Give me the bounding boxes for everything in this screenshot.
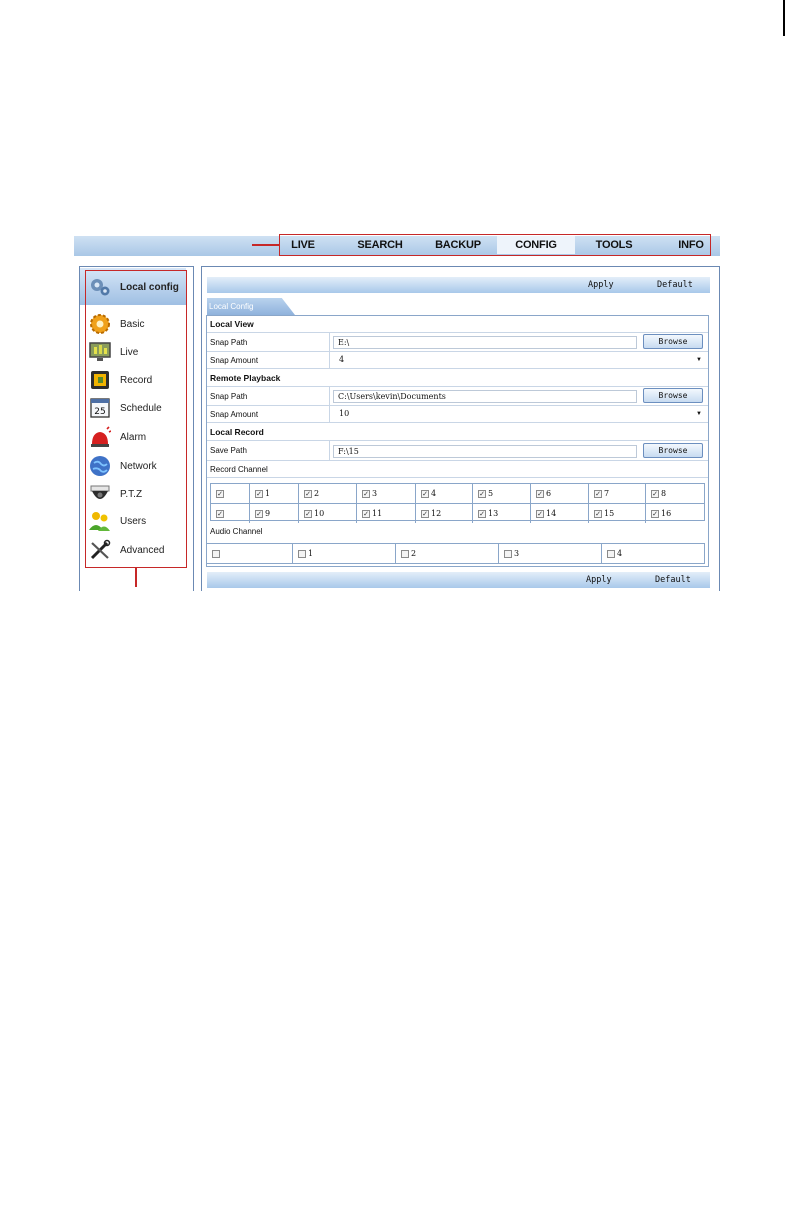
audio-channel-number: 3 (514, 549, 520, 558)
record-channel-checkbox[interactable]: ✓ (595, 509, 601, 518)
record-channel-number: 12 (431, 509, 442, 518)
local-browse-button[interactable]: Browse (643, 334, 703, 349)
record-channel-number: 11 (372, 509, 383, 518)
menu-live[interactable]: LIVE (291, 239, 315, 251)
audio-channel-cell (499, 544, 602, 563)
channel-row (211, 484, 704, 504)
audio-channel-label: Audio Channel (210, 527, 263, 536)
field-label: Snap Path (210, 338, 248, 347)
audio-channel-checkbox[interactable] (607, 550, 615, 558)
record-channel-number: 15 (604, 509, 615, 518)
local-snap-path-field[interactable]: E:\ (333, 336, 637, 349)
audio-channel-cell (602, 544, 704, 563)
menu-backup[interactable]: BACKUP (435, 239, 481, 251)
section-local-record: Local Record (207, 424, 708, 441)
record-channel-cell (531, 484, 589, 503)
sidebar-item-label: Local config (120, 281, 179, 293)
sidebar-item-label: Record (120, 374, 153, 386)
record-channel-cell (357, 484, 416, 503)
record-channel-cell (589, 504, 646, 523)
record-channel-checkbox[interactable]: ✓ (305, 509, 311, 518)
audio-channel-checkbox[interactable] (401, 550, 409, 558)
svg-text:25: 25 (94, 407, 106, 417)
chevron-down-icon[interactable]: ▼ (696, 411, 702, 417)
record-channel-number: 8 (661, 489, 667, 498)
action-bar-bottom (207, 572, 710, 588)
sidebar-item-label: P.T.Z (120, 488, 143, 500)
record-channel-number: 4 (431, 489, 437, 498)
record-channel-number: 2 (314, 489, 320, 498)
record-channel-number: 13 (488, 509, 499, 518)
record-channel-cell (211, 484, 250, 503)
record-channel-number: 6 (546, 489, 552, 498)
menu-highlight-box (279, 234, 711, 256)
audio-channel-checkbox[interactable] (504, 550, 512, 558)
record-channel-cell (416, 484, 473, 503)
record-channel-grid (210, 483, 705, 521)
record-channel-cell (416, 504, 473, 523)
snap-amount-row (207, 352, 708, 369)
record-channel-cell (473, 504, 531, 523)
default-button[interactable]: Default (655, 575, 691, 585)
page-edge-mark (783, 0, 785, 36)
record-channel-checkbox[interactable]: ✓ (479, 509, 485, 518)
section-local-view: Local View (207, 316, 708, 333)
field-label: Snap Path (210, 392, 248, 401)
chevron-down-icon[interactable]: ▼ (696, 357, 702, 363)
record-browse-button[interactable]: Browse (643, 443, 703, 458)
sidebar-item-label: Network (120, 460, 157, 472)
field-label: Snap Amount (210, 410, 259, 419)
record-channel-checkbox[interactable]: ✓ (479, 489, 485, 498)
default-button[interactable]: Default (657, 280, 693, 290)
sidebar-item-label: Live (120, 346, 139, 358)
record-channel-number: 1 (265, 489, 271, 498)
menu-info[interactable]: INFO (678, 239, 704, 251)
record-channel-cell (250, 484, 299, 503)
menu-config[interactable]: CONFIG (497, 236, 575, 254)
action-bar-top (207, 277, 710, 293)
save-path-field[interactable]: F:\15 (333, 445, 637, 458)
record-channel-checkbox[interactable]: ✓ (363, 509, 369, 518)
record-channel-cell (646, 484, 704, 503)
record-channel-checkbox[interactable]: ✓ (595, 489, 601, 498)
apply-button[interactable]: Apply (586, 575, 612, 585)
record-channel-cell (473, 484, 531, 503)
audio-channel-cell (293, 544, 396, 563)
audio-channel-checkbox[interactable] (212, 550, 220, 558)
record-channel-label: Record Channel (207, 461, 708, 478)
remote-snap-amount-select[interactable]: 10 (339, 409, 350, 418)
record-channel-checkbox[interactable]: ✓ (422, 489, 428, 498)
record-channel-number: 9 (265, 509, 271, 518)
apply-button[interactable]: Apply (588, 280, 614, 290)
audio-channel-number: 2 (411, 549, 417, 558)
record-channel-cell (531, 504, 589, 523)
record-channel-checkbox[interactable]: ✓ (652, 509, 658, 518)
field-label: Save Path (210, 446, 247, 455)
record-channel-cell (211, 504, 250, 523)
audio-channel-number: 1 (308, 549, 314, 558)
record-channel-checkbox[interactable]: ✓ (305, 489, 311, 498)
record-channel-cell (646, 504, 704, 523)
record-channel-checkbox[interactable]: ✓ (217, 489, 223, 498)
record-channel-checkbox[interactable]: ✓ (217, 509, 223, 518)
record-channel-cell (299, 504, 357, 523)
local-snap-amount-select[interactable]: 4 (339, 355, 345, 364)
sidebar-highlight-box (85, 270, 187, 568)
remote-snap-path-field[interactable]: C:\Users\kevin\Documents (333, 390, 637, 403)
snap-amount-row (207, 406, 708, 423)
record-channel-number: 3 (372, 489, 378, 498)
audio-channel-checkbox[interactable] (298, 550, 306, 558)
record-channel-checkbox[interactable]: ✓ (422, 509, 428, 518)
sidebar-item-label: Basic (120, 318, 145, 330)
callout-line (135, 568, 137, 587)
section-remote-playback: Remote Playback (207, 370, 708, 387)
record-channel-cell (357, 504, 416, 523)
divider (329, 441, 330, 461)
sidebar-item-label: Alarm (120, 431, 147, 443)
record-channel-number: 10 (314, 509, 325, 518)
audio-channel-number: 4 (617, 549, 623, 558)
record-channel-cell (250, 504, 299, 523)
menu-tools[interactable]: TOOLS (595, 239, 633, 251)
menu-search[interactable]: SEARCH (357, 239, 403, 251)
sidebar-item-label: Users (120, 515, 147, 527)
record-channel-checkbox[interactable]: ✓ (537, 509, 543, 518)
record-channel-checkbox[interactable]: ✓ (256, 489, 262, 498)
record-channel-number: 5 (488, 489, 494, 498)
callout-line (252, 244, 279, 246)
record-channel-checkbox[interactable]: ✓ (652, 489, 658, 498)
record-channel-checkbox[interactable]: ✓ (256, 509, 262, 518)
record-channel-checkbox[interactable]: ✓ (537, 489, 543, 498)
record-channel-checkbox[interactable]: ✓ (363, 489, 369, 498)
record-channel-cell (589, 484, 646, 503)
tab-label: Local Config (209, 302, 254, 311)
record-channel-number: 7 (604, 489, 610, 498)
channel-row (211, 504, 704, 523)
record-channel-number: 14 (546, 509, 557, 518)
record-channel-cell (299, 484, 357, 503)
audio-channel-cell (207, 544, 293, 563)
record-channel-number: 16 (661, 509, 672, 518)
audio-channel-grid (206, 543, 705, 564)
remote-browse-button[interactable]: Browse (643, 388, 703, 403)
sidebar-item-label: Schedule (120, 402, 162, 414)
audio-channel-cell (396, 544, 499, 563)
sidebar-item-label: Advanced (120, 544, 165, 556)
field-label: Snap Amount (210, 356, 259, 365)
channel-row (207, 544, 704, 563)
